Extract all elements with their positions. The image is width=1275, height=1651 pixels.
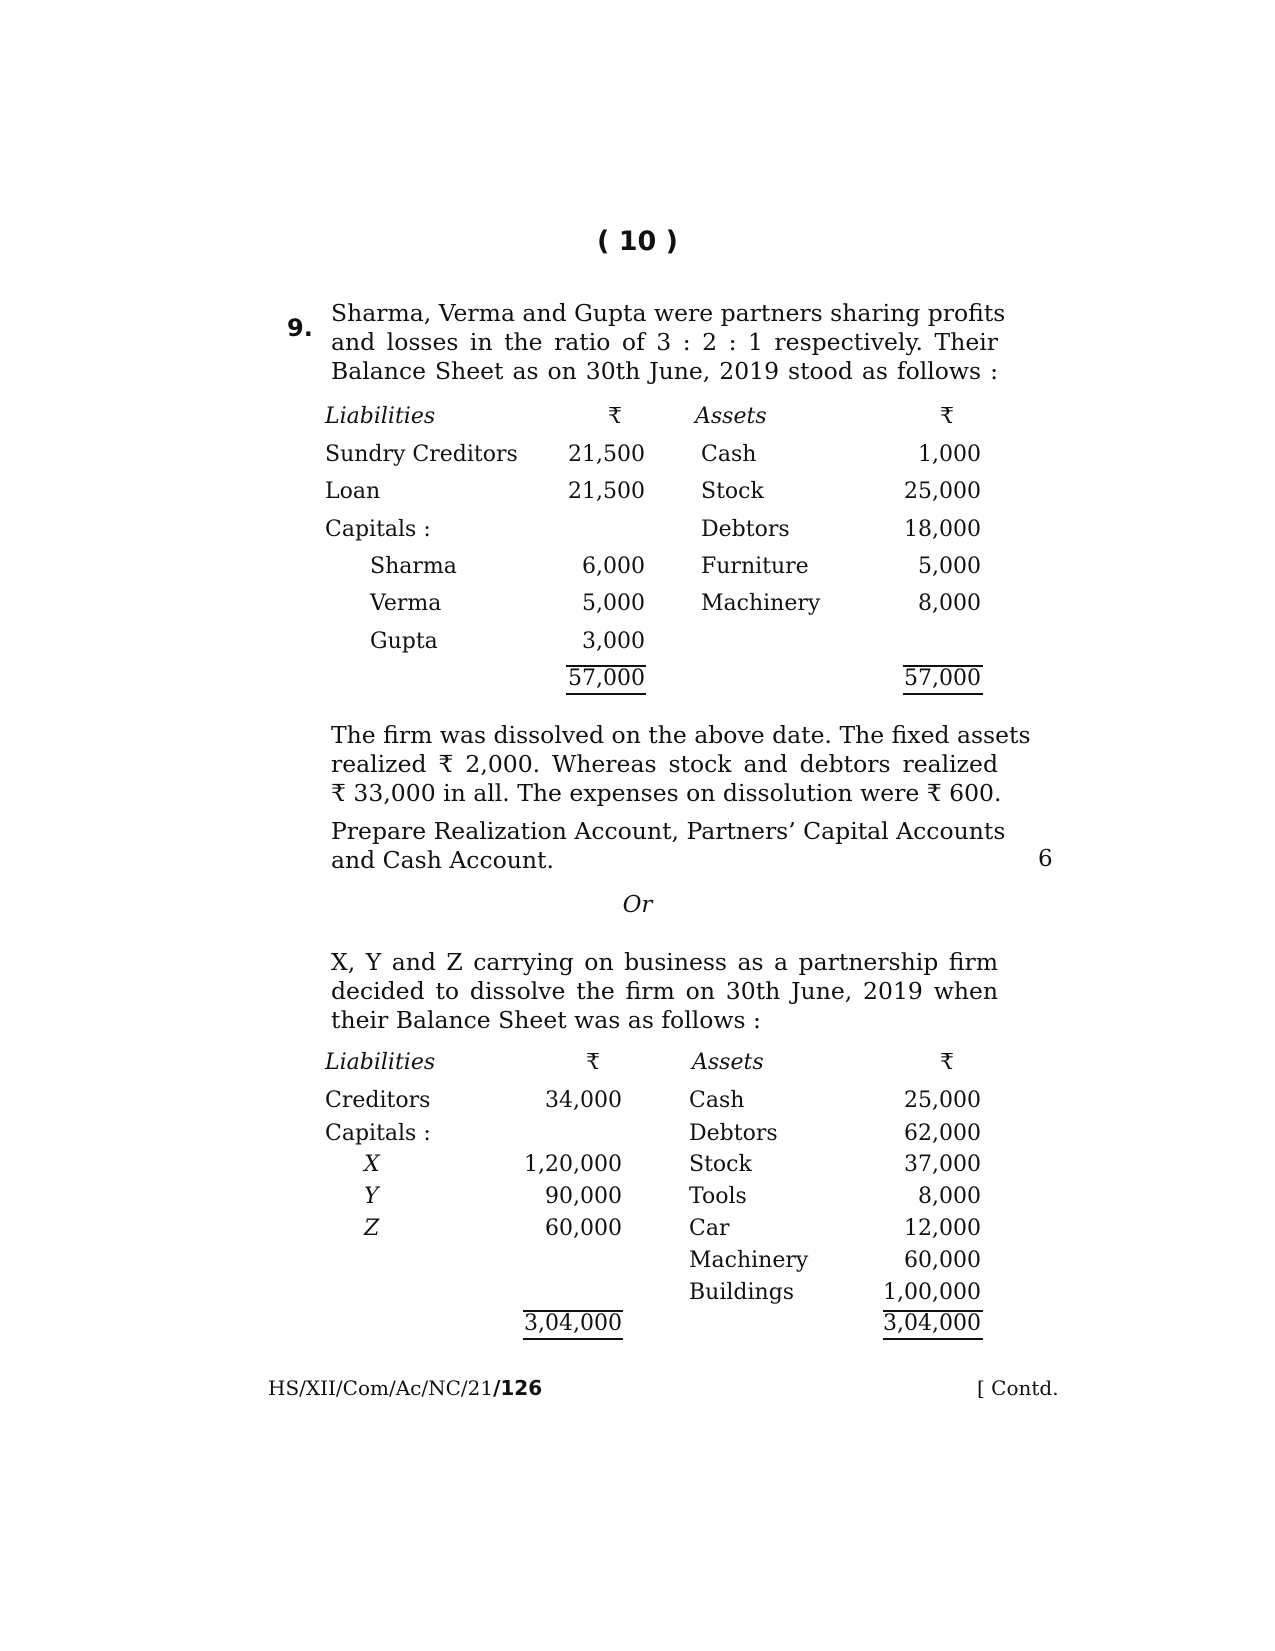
liabilities-total: 57,000 xyxy=(568,666,645,691)
paper-code xyxy=(268,1376,542,1400)
liability-amount: 6,000 xyxy=(582,554,645,579)
alt-question-intro xyxy=(331,948,998,1035)
page-number: ( 10 ) xyxy=(596,226,679,257)
asset-label: Debtors xyxy=(701,517,790,542)
rupee-header: ₹ xyxy=(940,404,954,429)
assets-total: 3,04,000 xyxy=(883,1311,981,1336)
details-line: realized ₹ 2,000. Whereas stock and debtors realized xyxy=(331,750,998,778)
total-rule xyxy=(903,693,983,695)
question-number: 9. xyxy=(287,314,313,342)
liability-label: Capitals : xyxy=(325,517,431,542)
asset-amount: 8,000 xyxy=(918,1184,981,1209)
liability-label: Sundry Creditors xyxy=(325,442,518,467)
intro-line: X, Y and Z carrying on business as a partnership firm xyxy=(331,948,998,976)
asset-amount: 25,000 xyxy=(904,479,981,504)
liability-amount: 21,500 xyxy=(568,479,645,504)
asset-amount: 1,00,000 xyxy=(883,1280,981,1305)
total-rule xyxy=(566,693,646,695)
asset-amount: 62,000 xyxy=(904,1121,981,1146)
liability-amount: 34,000 xyxy=(545,1088,622,1113)
liability-label: Gupta xyxy=(370,629,438,654)
liability-label: Sharma xyxy=(370,554,457,579)
liability-amount: 5,000 xyxy=(582,591,645,616)
asset-label: Debtors xyxy=(689,1121,778,1146)
total-rule xyxy=(883,1338,983,1340)
liability-amount: 60,000 xyxy=(545,1216,622,1241)
rupee-header: ₹ xyxy=(586,1050,600,1075)
asset-label: Machinery xyxy=(701,591,821,616)
liability-amount: 3,000 xyxy=(582,629,645,654)
asset-amount: 18,000 xyxy=(904,517,981,542)
asset-amount: 8,000 xyxy=(918,591,981,616)
liability-label: Z xyxy=(364,1216,380,1241)
details-line: ₹ 33,000 in all. The expenses on dissolution were ₹ 600. xyxy=(331,779,1002,807)
asset-label: Stock xyxy=(689,1152,752,1177)
asset-amount: 37,000 xyxy=(904,1152,981,1177)
intro-line: their Balance Sheet was as follows : xyxy=(331,1006,761,1034)
liability-label: Verma xyxy=(370,591,442,616)
assets-header: Assets xyxy=(692,1050,764,1075)
task-line: Prepare Realization Account, Partners’ Capital Accounts xyxy=(331,817,1006,845)
asset-label: Tools xyxy=(689,1184,747,1209)
asset-amount: 25,000 xyxy=(904,1088,981,1113)
marks: 6 xyxy=(1038,846,1053,872)
liabilities-header: Liabilities xyxy=(325,404,436,429)
liability-label: Capitals : xyxy=(325,1121,431,1146)
intro-line: decided to dissolve the firm on 30th June, 2019 when xyxy=(331,977,998,1005)
liability-amount: 1,20,000 xyxy=(524,1152,622,1177)
total-rule xyxy=(523,1338,623,1340)
asset-label: Machinery xyxy=(689,1248,809,1273)
or-separator: Or xyxy=(622,892,653,918)
paper-code-prefix: HS/XII/Com/Ac/NC/21 xyxy=(268,1376,494,1400)
liability-amount: 21,500 xyxy=(568,442,645,467)
asset-label: Car xyxy=(689,1216,730,1241)
asset-label: Stock xyxy=(701,479,764,504)
dissolution-details xyxy=(331,721,1031,808)
asset-amount: 5,000 xyxy=(918,554,981,579)
assets-header: Assets xyxy=(695,404,767,429)
continued-label: [ Contd. xyxy=(977,1376,1059,1400)
question-intro xyxy=(331,299,1006,386)
liability-amount: 90,000 xyxy=(545,1184,622,1209)
liability-label: X xyxy=(364,1152,380,1177)
asset-label: Cash xyxy=(701,442,757,467)
intro-line: Sharma, Verma and Gupta were partners sharing profits xyxy=(331,299,1006,327)
paper-code-suffix: /126 xyxy=(493,1376,543,1400)
liabilities-header: Liabilities xyxy=(325,1050,436,1075)
task-line: and Cash Account. xyxy=(331,846,554,874)
liability-label: Creditors xyxy=(325,1088,431,1113)
asset-label: Cash xyxy=(689,1088,745,1113)
rupee-header: ₹ xyxy=(608,404,622,429)
asset-label: Buildings xyxy=(689,1280,795,1305)
rupee-header: ₹ xyxy=(940,1050,954,1075)
asset-amount: 1,000 xyxy=(918,442,981,467)
asset-amount: 12,000 xyxy=(904,1216,981,1241)
asset-label: Furniture xyxy=(701,554,809,579)
liability-label: Y xyxy=(364,1184,379,1209)
intro-line: and losses in the ratio of 3 : 2 : 1 respectively. Their xyxy=(331,328,998,356)
details-line: The firm was dissolved on the above date. The fixed assets xyxy=(331,721,1031,749)
intro-line: Balance Sheet as on 30th June, 2019 stood as follows : xyxy=(331,357,998,385)
asset-amount: 60,000 xyxy=(904,1248,981,1273)
assets-total: 57,000 xyxy=(904,666,981,691)
liabilities-total: 3,04,000 xyxy=(524,1311,622,1336)
liability-label: Loan xyxy=(325,479,381,504)
task-instruction xyxy=(331,817,1006,875)
